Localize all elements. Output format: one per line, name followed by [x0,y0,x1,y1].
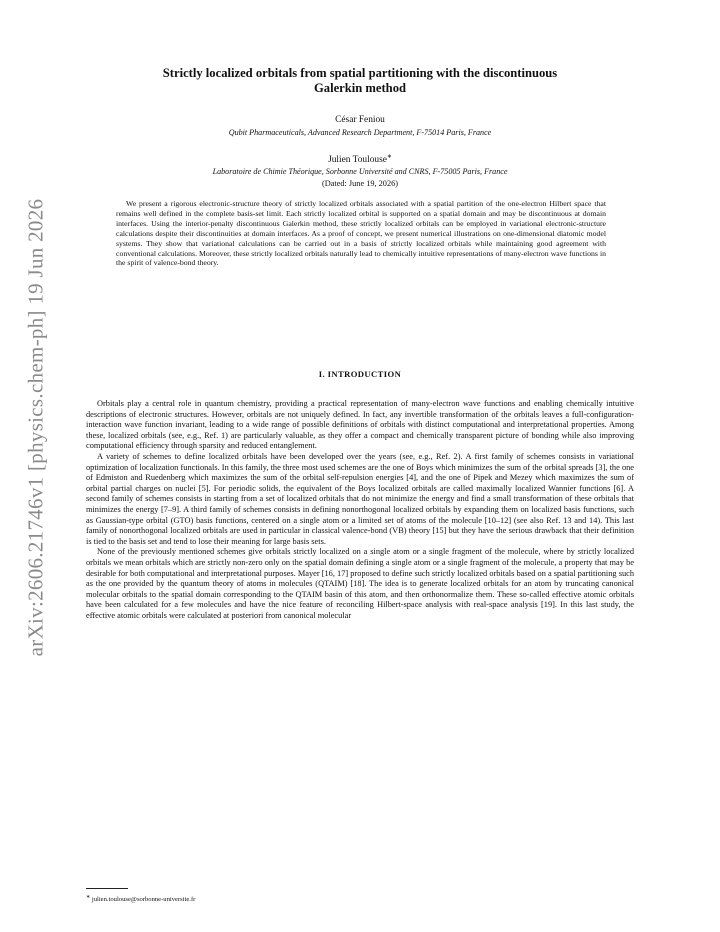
author-2-name [90,153,630,165]
footnote-email: julien.toulouse@sorbonne-universite.fr [91,896,196,904]
author-1-affiliation: Qubit Pharmaceuticals, Advanced Research Department, F-75014 Paris, France [228,128,492,137]
paragraph-2: A variety of schemes to define localized orbitals have been developed over the years (see, e.g., Ref. 2). A first family of schemes consists in variational optimization of localization functionals. In this family, the three most used schemes are the one of Boys which minimizes the sum of the orbital spreads [3], the one of Edmiston and Ruedenberg which maximizes the sum of the orbital self-repulsion energies [4], and the one of Pipek and Mezey which maximizes the sum of orbital partial charges on nuclei [5]. For periodic solids, the equivalent of the Boys localized orbitals are called maximally localized Wannier functions [6]. A second family of schemes consists in starting from a set of localized orbitals that do not minimize the energy and find a small transformation of these orbitals that minimizes the energy [7–9]. A third family of schemes consists in defining nonorthogonal localized orbitals by expanding them on localized basis functions, such as Gaussian-type orbital (GTO) basis functions, centered on a single atom or a limited set of atoms of the molecule [10–12] (see also Ref. 13 and 14). This last family of nonorthogonal localized orbitals are used in particular in classical valence-bond (VB) theory [15] but they have the serious drawback that their definition is tied to the basis set and tend to lose their meaning for large basis sets. [86,451,634,546]
title-line-2: Galerkin method [313,81,406,95]
footnote-mark: ∗ [86,895,91,900]
arxiv-identifier-stamp [23,198,48,656]
abstract: We present a rigorous electronic-structure theory of strictly localized orbitals associated with a spatial partition of the one-electron Hilbert space that remains well defined in the complete basis-set limit. Each strictly localized orbital is supported on a spatial domain and may be discontinuous at domain interfaces. Using the interior-penalty discontinuous Galerkin method, these strictly localized orbitals can be employed in variational electronic-structure calculations despite their discontinuities at domain interfaces. As a proof of concept, we present numerical illustrations on one-dimensional diatomic model systems. They show that variational calculations can be carried out in a basis of strictly localized orbitals while maintaining good agreement with conventional calculations. Moreover, these strictly localized orbitals naturally lead to chemically intuitive representations of many-electron wave functions in the spirit of valence-bond theory. [116,199,606,268]
author-2-footnote-mark: ∗ [386,154,392,160]
dated-line: (Dated: June 19, 2026) [321,179,399,188]
introduction-body [86,399,634,621]
paragraph-3: None of the previously mentioned schemes give orbitals strictly localized on a single atom or a single fragment of the molecule, where by strictly localized orbitals we mean orbitals which are strictly non-zero only on the spatial domain defining a single atom or a single fragment of the molecule, a property that may be desirable for both computational and interpretational purposes. Mayer [16, 17] proposed to define such strictly localized orbitals based on a spatial partitioning such as the one provided by the quantum theory of atoms in molecules (QTAIM) [18]. The idea is to generate localized orbitals for an atom by truncating canonical molecular orbitals to the spatial domain corresponding to the QTAIM basin of this atom, and then orthonormalize them. These so-called effective atomic orbitals have been calculated for a few molecules and have the nice feature of reconciling Hilbert-space analysis with real-space analysis [19]. In this last study, the effective atomic orbitals were calculated at posteriori from canonical molecular [86,547,634,620]
arxiv-identifier-text: arXiv:2606.21746v1 [physics.chem-ph] 19 Jun 2026 [23,198,48,656]
author-2-name-text: Julien Toulouse [328,155,387,166]
author-1-name: César Feniou [335,115,385,125]
section-heading-introduction: I. INTRODUCTION [318,369,402,379]
author-2-affiliation: Laboratoire de Chimie Théorique, Sorbonne Université and CNRS, F-75005 Paris, France [212,167,508,176]
footnote-rule [86,888,128,889]
title-line-1: Strictly localized orbitals from spatial partitioning with the discontinuous [162,66,558,80]
paragraph-1: Orbitals play a central role in quantum chemistry, providing a practical representation of many-electron wave functions and enabling chemically intuitive descriptions of electronic structures. However, orbitals are not uniquely defined. In fact, any invertible transformation of the orbitals leaves a full-configuration-interaction wave function invariant, leading to a wide range of possible definitions of orbitals with distinct computational and interpretational properties. Among these, localized orbitals (see, e.g., Ref. 1) are particularly valuable, as they offer a compact and chemically transparent picture of bonding while also improving computational efficiency through sparsity and reduced entanglement. [86,399,634,451]
footnote [86,894,634,903]
paper-title [90,66,630,96]
